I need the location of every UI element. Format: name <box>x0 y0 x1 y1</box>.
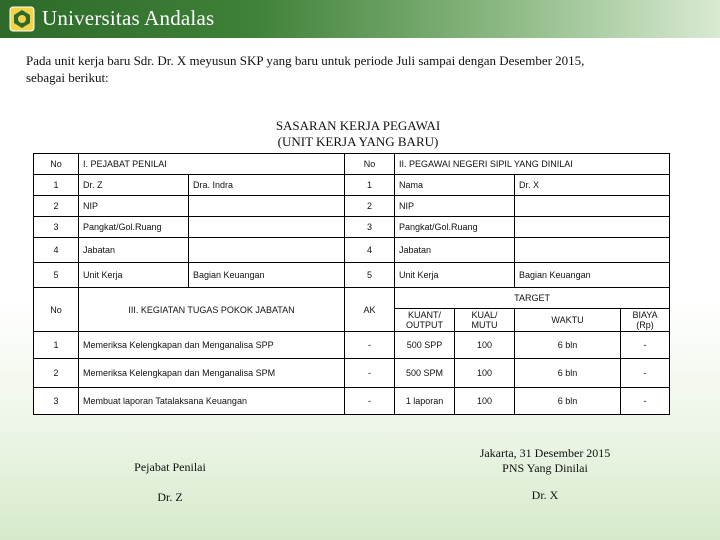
activity-name: Memeriksa Kelengkapan dan Menganalisa SPM <box>79 359 345 388</box>
row-no: 5 <box>34 263 79 288</box>
kual-header: KUAL/ MUTU <box>455 309 515 332</box>
activity-waktu: 6 bln <box>515 359 621 388</box>
brand-name: Universitas Andalas <box>42 6 215 30</box>
left-value <box>189 196 345 217</box>
col-no-header: No <box>34 154 79 175</box>
target-header: TARGET <box>395 288 670 309</box>
ak-header: AK <box>345 288 395 332</box>
table-row <box>34 217 670 238</box>
left-signature-name: Dr. Z <box>157 490 183 504</box>
activity-ak: - <box>345 359 395 388</box>
activity-waktu: 6 bln <box>515 388 621 415</box>
row-no: 3 <box>34 217 79 238</box>
activity-name: Membuat laporan Tatalaksana Keuangan <box>79 388 345 415</box>
right-no: 1 <box>345 175 395 196</box>
activity-ak: - <box>345 332 395 359</box>
row-no: 4 <box>34 238 79 263</box>
activity-no: 2 <box>34 359 79 388</box>
row-no: 1 <box>34 175 79 196</box>
activities-no-header: No <box>34 288 79 332</box>
right-value <box>515 196 670 217</box>
activity-waktu: 6 bln <box>515 332 621 359</box>
table-row <box>34 196 670 217</box>
document-title <box>200 118 516 150</box>
activity-ak: - <box>345 388 395 415</box>
biaya-header: BIAYA (Rp) <box>621 309 670 332</box>
left-value: Dra. Indra <box>189 175 345 196</box>
table-row <box>34 238 670 263</box>
left-section-header: I. PEJABAT PENILAI <box>79 154 345 175</box>
waktu-header: WAKTU <box>515 309 621 332</box>
right-no: 3 <box>345 217 395 238</box>
table-row <box>34 388 670 415</box>
right-no: 2 <box>345 196 395 217</box>
activity-kual: 100 <box>455 332 515 359</box>
left-label: Jabatan <box>79 238 189 263</box>
left-signature-title: Pejabat Penilai <box>134 460 206 474</box>
right-signature-place-date: Jakarta, 31 Desember 2015 <box>479 446 611 460</box>
right-section-header: II. PEGAWAI NEGERI SIPIL YANG DINILAI <box>395 154 670 175</box>
left-value: Bagian Keuangan <box>189 263 345 288</box>
table-row <box>34 359 670 388</box>
intro-paragraph: Pada unit kerja baru Sdr. Dr. X meyusun SKP yang baru untuk periode Juli sampai dengan Desember 2015, sebagai berikut: <box>26 53 585 85</box>
left-value <box>189 217 345 238</box>
right-no: 5 <box>345 263 395 288</box>
right-label: Nama <box>395 175 515 196</box>
activity-name: Memeriksa Kelengkapan dan Menganalisa SPP <box>79 332 345 359</box>
table-row <box>34 263 670 288</box>
left-label: Dr. Z <box>79 175 189 196</box>
activity-kual: 100 <box>455 359 515 388</box>
activity-biaya: - <box>621 388 670 415</box>
activity-kuant: 500 SPM <box>395 359 455 388</box>
right-value <box>515 238 670 263</box>
activity-kual: 100 <box>455 388 515 415</box>
kuant-header: KUANT/ OUTPUT <box>395 309 455 332</box>
skp-table <box>33 153 670 415</box>
left-label: Unit Kerja <box>79 263 189 288</box>
right-signature-name: Dr. X <box>531 488 559 502</box>
right-no: 4 <box>345 238 395 263</box>
identity-header-row <box>34 154 670 175</box>
header-bar <box>0 0 720 38</box>
row-no: 2 <box>34 196 79 217</box>
right-label: Unit Kerja <box>395 263 515 288</box>
title-line-2: (UNIT KERJA YANG BARU) <box>277 134 439 149</box>
col-no-header-right: No <box>345 154 395 175</box>
left-value <box>189 238 345 263</box>
right-label: Pangkat/Gol.Ruang <box>395 217 515 238</box>
activity-biaya: - <box>621 332 670 359</box>
right-signature-title: PNS Yang Dinilai <box>502 461 588 475</box>
right-value: Bagian Keuangan <box>515 263 670 288</box>
right-label: Jabatan <box>395 238 515 263</box>
right-label: NIP <box>395 196 515 217</box>
activity-kuant: 1 laporan <box>395 388 455 415</box>
right-value: Dr. X <box>515 175 670 196</box>
title-line-1: SASARAN KERJA PEGAWAI <box>275 118 441 133</box>
activity-no: 1 <box>34 332 79 359</box>
university-logo-icon <box>9 6 35 32</box>
right-value <box>515 217 670 238</box>
activity-no: 3 <box>34 388 79 415</box>
activity-kuant: 500 SPP <box>395 332 455 359</box>
table-row <box>34 332 670 359</box>
activities-header-row <box>34 288 670 309</box>
left-label: NIP <box>79 196 189 217</box>
left-label: Pangkat/Gol.Ruang <box>79 217 189 238</box>
activity-biaya: - <box>621 359 670 388</box>
activities-header: III. KEGIATAN TUGAS POKOK JABATAN <box>79 288 345 332</box>
table-row <box>34 175 670 196</box>
